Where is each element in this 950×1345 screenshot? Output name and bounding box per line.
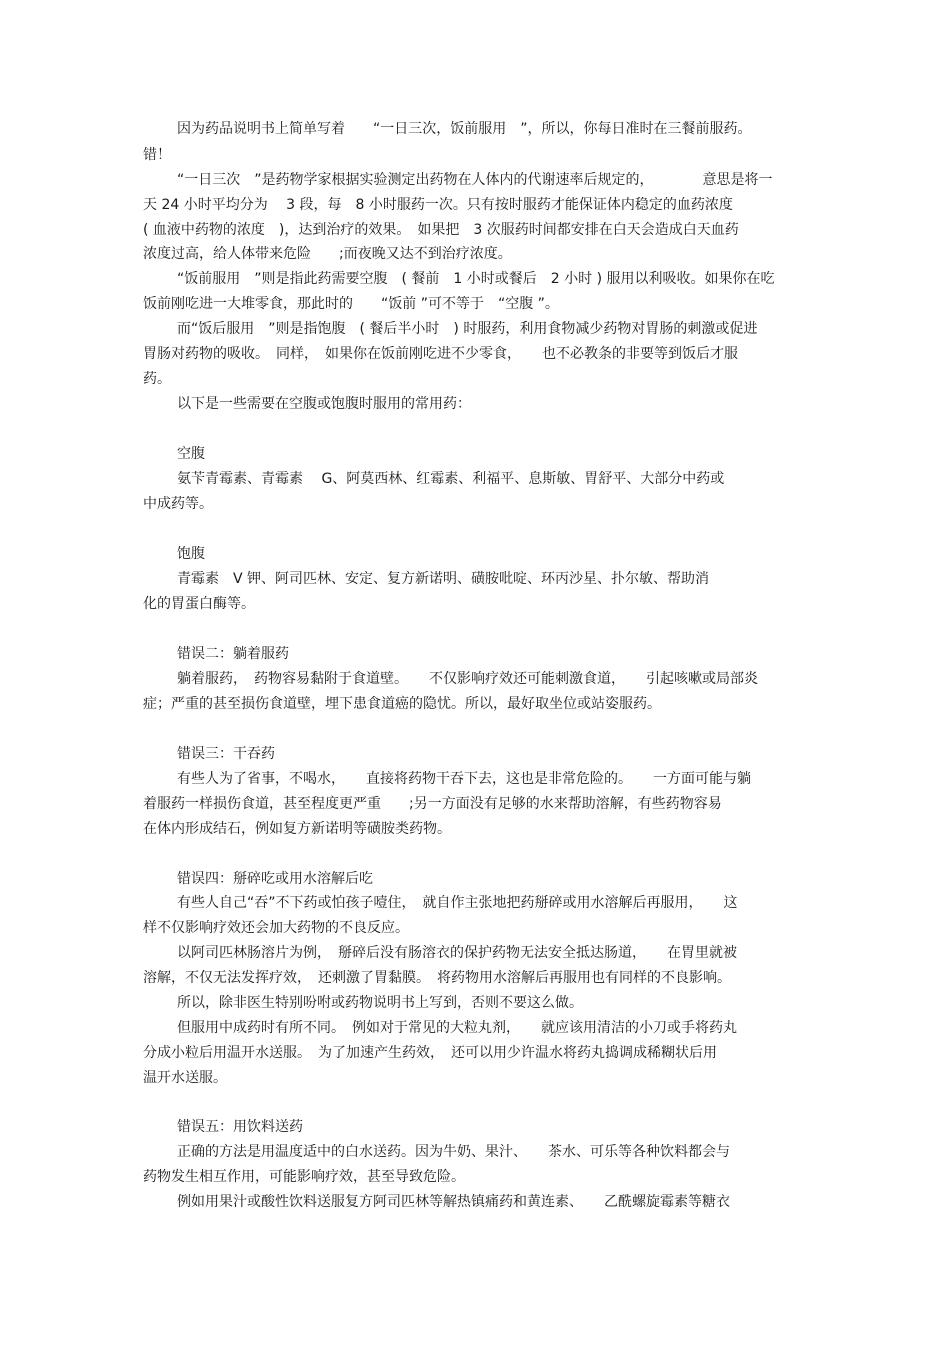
text-line: “饭前服用 ”则是指此药需要空腹 ( 餐前 1 小时或餐后 2 小时 ) 服用以利吸收。如果你在吃 xyxy=(177,271,775,287)
text-line: ( 血液中药物的浓度 )，达到治疗的效果。 如果把 3 次服药时间都安排在白天会造成白天血药 xyxy=(143,222,739,238)
text-line: 样不仅影响疗效还会加大药物的不良反应。 xyxy=(143,920,409,936)
text-line: 在体内形成结石，例如复方新诺明等磺胺类药物。 xyxy=(143,821,451,837)
text-line: 胃肠对药物的吸收。 同样， 如果你在饭前刚吃进不少零食， 也不必教条的非要等到饭后才服 xyxy=(143,346,738,362)
text-line: 例如用果汁或酸性饮料送服复方阿司匹林等解热镇痛药和黄连素、 乙酰螺旋霉素等糖衣 xyxy=(177,1194,730,1210)
text-line: 药物发生相互作用，可能影响疗效，甚至导致危险。 xyxy=(143,1169,465,1185)
text-line: 溶解，不仅无法发挥疗效， 还刺激了胃黏膜。 将药物用水溶解后再服用也有同样的不良影响。 xyxy=(143,970,731,986)
text-line: 分成小粒后用温开水送服。 为了加速产生药效， 还可以用少许温水将药丸捣调成稀糊状后用 xyxy=(143,1045,717,1061)
text-line: 着服药一样损伤食道，甚至程度更严重 ;另一方面没有足够的水来帮助溶解，有些药物容易 xyxy=(143,796,722,812)
text-line: 氨苄青霉素、青霉素 G、阿莫西林、红霉素、利福平、息斯敏、胃舒平、大部分中药或 xyxy=(177,471,725,487)
section-heading: 饱腹 xyxy=(177,546,205,562)
text-line: 症；严重的甚至损伤食道壁，埋下患食道癌的隐忧。所以，最好取坐位或站姿服药。 xyxy=(143,696,661,712)
text-line: 天 24 小时平均分为 3 段，每 8 小时服药一次。只有按时服药才能保证体内稳定的血药浓度 xyxy=(143,197,733,213)
section-heading: 错误四：掰碎吃或用水溶解后吃 xyxy=(177,871,373,887)
text-line: 饭前刚吃进一大堆零食，那此时的 “饭前 ”可不等于 “空腹 ”。 xyxy=(143,296,559,312)
text-line: 以阿司匹林肠溶片为例， 掰碎后没有肠溶衣的保护药物无法安全抵达肠道， 在胃里就被 xyxy=(177,945,737,961)
text-line: “一日三次 ”是药物学家根据实验测定出药物在人体内的代谢速率后规定的， 意思是将一 xyxy=(177,172,773,188)
text-line: 而“饭后服用 ”则是指饱腹 ( 餐后半小时 ) 时服药，利用食物减少药物对胃肠的刺激或促进 xyxy=(177,321,758,337)
text-line: 青霉素 V 钾、阿司匹林、安定、复方新诺明、磺胺吡啶、环丙沙星、扑尔敏、帮助消 xyxy=(177,571,710,587)
text-line: 因为药品说明书上简单写着 “一日三次，饭前服用 ”，所以，你每日准时在三餐前服药。 xyxy=(177,121,752,137)
section-heading: 空腹 xyxy=(177,446,205,462)
text-line: 错！ xyxy=(143,147,171,163)
text-line: 所以，除非医生特别吩咐或药物说明书上写到，否则不要这么做。 xyxy=(177,995,583,1011)
text-line: 温开水送服。 xyxy=(143,1070,227,1086)
text-line: 中成药等。 xyxy=(143,496,213,512)
text-line: 有些人自己“吞”不下药或怕孩子噎住， 就自作主张地把药掰碎或用水溶解后再服用， 这 xyxy=(177,895,738,911)
section-heading: 错误二：躺着服药 xyxy=(177,646,289,662)
text-line: 躺着服药， 药物容易黏附于食道壁。 不仅影响疗效还可能刺激食道， 引起咳嗽或局部炎 xyxy=(177,671,758,687)
text-line: 化的胃蛋白酶等。 xyxy=(143,596,255,612)
section-heading: 错误五：用饮料送药 xyxy=(177,1119,303,1135)
text-line: 以下是一些需要在空腹或饱腹时服用的常用药： xyxy=(177,396,471,412)
text-line: 有些人为了省事，不喝水， 直接将药物干吞下去，这也是非常危险的。 一方面可能与躺 xyxy=(177,771,751,787)
text-line: 正确的方法是用温度适中的白水送药。因为牛奶、果汁、 茶水、可乐等各种饮料都会与 xyxy=(177,1144,730,1160)
text-line: 浓度过高，给人体带来危险 ;而夜晚又达不到治疗浓度。 xyxy=(143,246,512,262)
section-heading: 错误三：干吞药 xyxy=(177,746,275,762)
text-line: 但服用中成药时有所不同。 例如对于常见的大粒丸剂， 就应该用清洁的小刀或手将药丸 xyxy=(177,1020,737,1036)
text-line: 药。 xyxy=(143,371,171,387)
